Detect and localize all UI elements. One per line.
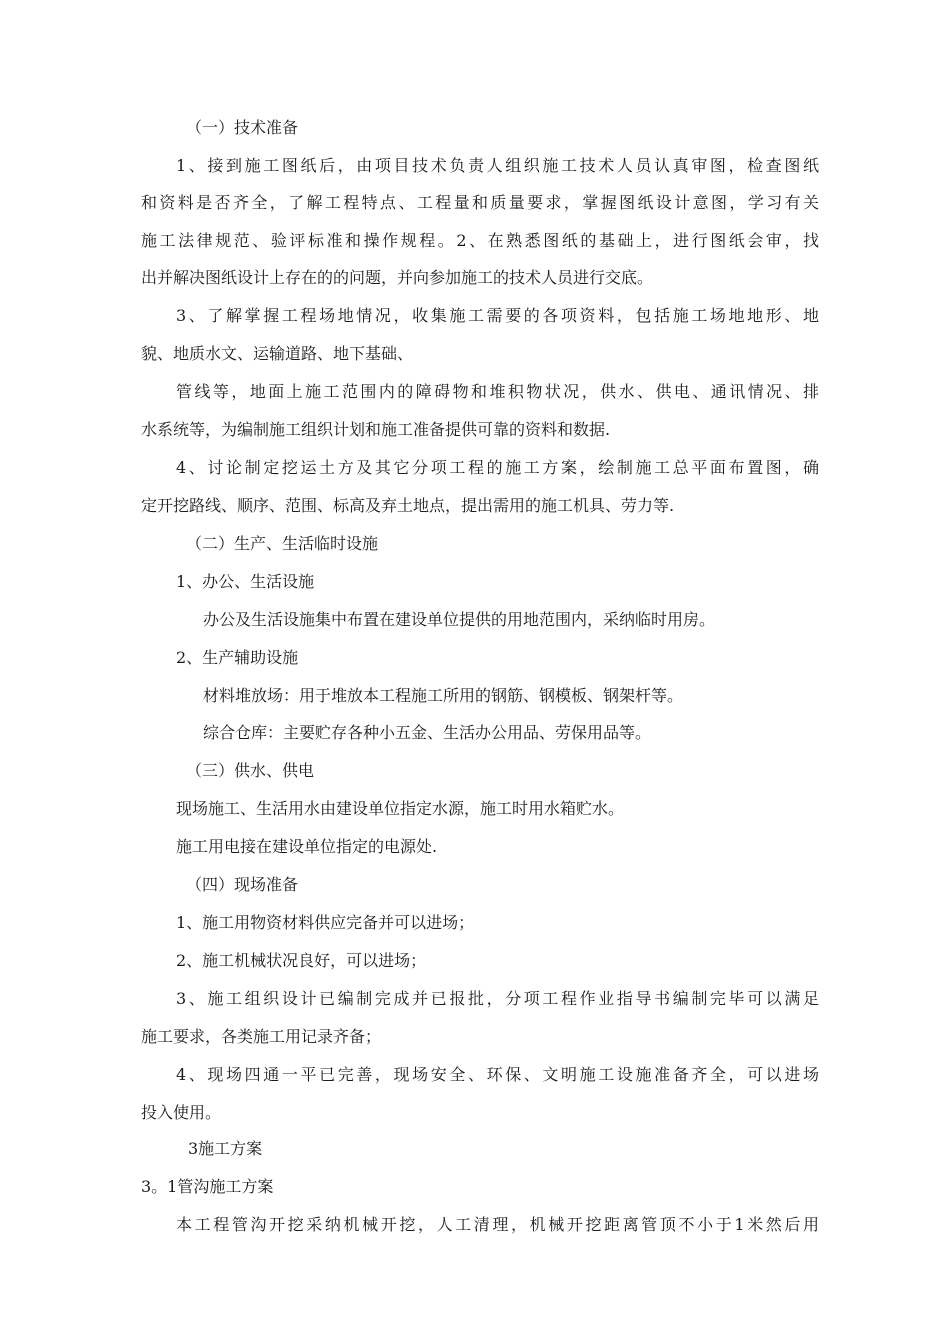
heading-temporary-facilities: （二）生产、生活临时设施 xyxy=(186,534,379,553)
paragraph-line: 水系统等，为编制施工组织计划和施工准备提供可靠的资料和数据. xyxy=(141,420,611,439)
paragraph-line: 4、讨论制定挖运土方及其它分项工程的施工方案，绘制施工总平面布置图，确 xyxy=(176,458,819,477)
list-item: 1、施工用物资材料供应完备并可以进场； xyxy=(176,913,475,932)
paragraph-line: 施工用电接在建设单位指定的电源处. xyxy=(176,837,438,856)
heading-trench-plan: 3。1管沟施工方案 xyxy=(141,1177,274,1196)
list-item: 3、施工组织设计已编制完成并已报批，分项工程作业指导书编制完毕可以满足 xyxy=(176,989,819,1008)
heading-technical-preparation: （一）技术准备 xyxy=(186,118,299,137)
list-item: 4、现场四通一平已完善，现场安全、环保、文明施工设施准备齐全，可以进场 xyxy=(176,1065,819,1084)
paragraph-line: 管线等，地面上施工范围内的障碍物和堆积物状况，供水、供电、通讯情况、排 xyxy=(176,382,819,401)
paragraph-line: 本工程管沟开挖采纳机械开挖，人工清理，机械开挖距离管顶不小于1米然后用 xyxy=(176,1215,819,1234)
paragraph-line: 施工要求，各类施工用记录齐备； xyxy=(141,1027,382,1046)
paragraph-line: 现场施工、生活用水由建设单位指定水源，施工时用水箱贮水。 xyxy=(176,799,625,818)
heading-site-preparation: （四）现场准备 xyxy=(186,875,299,894)
paragraph-line: 施工法律规范、验评标准和操作规程。2、在熟悉图纸的基础上，进行图纸会审，找 xyxy=(141,231,819,250)
paragraph-line: 貌、地质水文、运输道路、地下基础、 xyxy=(141,344,414,363)
paragraph-line: 投入使用。 xyxy=(141,1103,222,1122)
subheading-production-aux: 2、生产辅助设施 xyxy=(176,648,299,667)
paragraph-line: 材料堆放场：用于堆放本工程施工所用的钢筋、钢模板、钢架杆等。 xyxy=(203,686,684,705)
paragraph-line: 和资料是否齐全，了解工程特点、工程量和质量要求，掌握图纸设计意图，学习有关 xyxy=(141,193,819,212)
heading-water-power: （三）供水、供电 xyxy=(186,761,315,780)
paragraph-line: 3、了解掌握工程场地情况，收集施工需要的各项资料，包括施工场地地形、地 xyxy=(176,306,819,325)
paragraph-line: 定开挖路线、顺序、范围、标高及弃土地点，提出需用的施工机具、劳力等. xyxy=(141,496,675,515)
paragraph-line: 办公及生活设施集中布置在建设单位提供的用地范围内，采纳临时用房。 xyxy=(203,610,716,629)
heading-construction-plan: 3施工方案 xyxy=(188,1139,263,1158)
paragraph-line: 1、接到施工图纸后，由项目技术负责人组织施工技术人员认真审图，检查图纸 xyxy=(176,156,819,175)
subheading-office-living: 1、办公、生活设施 xyxy=(176,572,315,591)
paragraph-line: 综合仓库：主要贮存各种小五金、生活办公用品、劳保用品等。 xyxy=(203,723,652,742)
paragraph-line: 出并解决图纸设计上存在的的问题，并向参加施工的技术人员进行交底。 xyxy=(141,268,654,287)
list-item: 2、施工机械状况良好，可以进场； xyxy=(176,951,427,970)
